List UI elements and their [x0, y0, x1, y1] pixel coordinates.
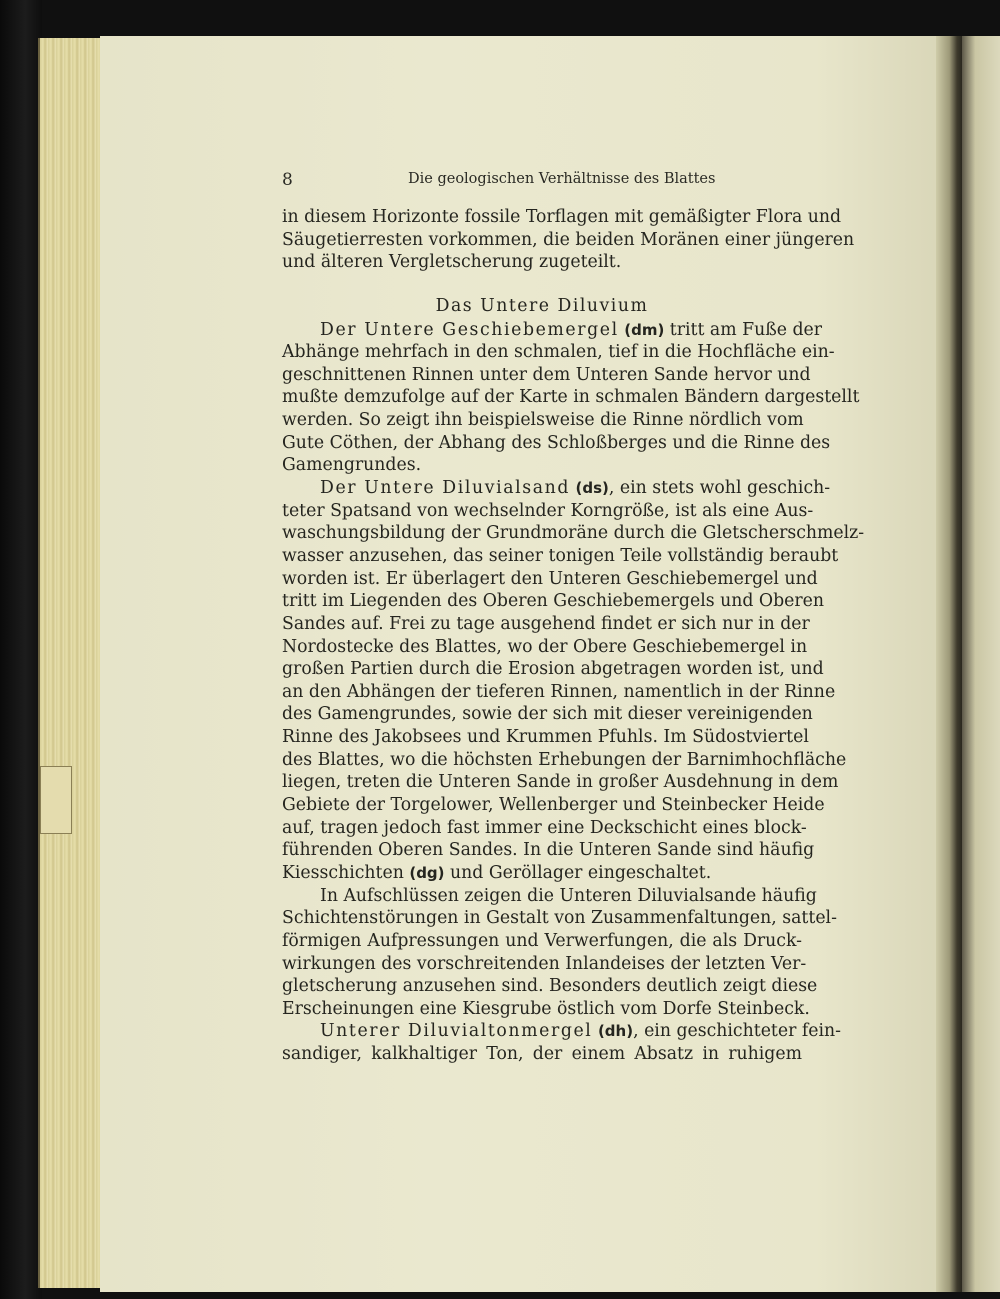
section-heading: Das Untere Diluvium: [435, 295, 649, 316]
text-line: mußte demzufolge auf der Karte in schmalen Bändern dargestellt: [282, 387, 860, 408]
text-line: an den Abhängen der tieferen Rinnen, namentlich in der Rinne: [282, 681, 836, 702]
text-fragment: , ein geschichteter fein-: [633, 1021, 841, 1042]
paragraph-first-line: [282, 477, 831, 500]
paragraph-first-line: [282, 319, 823, 342]
paragraph-first-line: In Aufschlüssen zeigen die Unteren Diluvialsande häufig: [320, 885, 817, 906]
text-line: in diesem Horizonte fossile Torflagen mit gemäßigter Flora und: [282, 207, 842, 227]
text-line: sandiger, kalkhaltiger Ton, der einem Absatz in ruhigem: [282, 1044, 802, 1065]
text-line: Rinne des Jakobsees und Krummen Pfuhls. Im Südostviertel: [282, 727, 809, 748]
body-text: [282, 206, 865, 1066]
page-stack-edges: [38, 38, 104, 1288]
text-line: Abhänge mehrfach in den schmalen, tief in die Hochfläche ein-: [282, 342, 835, 363]
text-line: worden ist. Er überlagert den Unteren Geschiebemergel und: [282, 568, 818, 589]
text-line: des Gamengrundes, sowie der sich mit dieser vereinigenden: [282, 704, 813, 725]
map-symbol: (ds): [575, 479, 609, 498]
text-line: förmigen Aufpressungen und Verwerfungen, die als Druck-: [282, 930, 802, 951]
text-line: wasser anzusehen, das seiner tonigen Teile vollständig beraubt: [282, 545, 839, 566]
text-line: [282, 862, 802, 885]
paragraph-first-line: [282, 1020, 841, 1043]
text-fragment: und Geröllager eingeschaltet.: [444, 862, 712, 883]
text-line: gletscherung anzusehen sind. Besonders deutlich zeigt diese: [282, 976, 818, 997]
text-line: Gute Cöthen, der Abhang des Schloßberges und die Rinne des: [282, 432, 831, 453]
text-line: Sandes auf. Frei zu tage ausgehend findet er sich nur in der: [282, 613, 810, 634]
bookmark-tab: [40, 766, 72, 834]
text-line: führenden Oberen Sandes. In die Unteren Sande sind häufig: [282, 840, 815, 861]
text-line: liegen, treten die Unteren Sande in großer Ausdehnung in dem: [282, 772, 839, 793]
page-header: [282, 170, 802, 194]
text-line: des Blattes, wo die höchsten Erhebungen der Barnimhochfläche: [282, 749, 847, 770]
text-line: Säugetierresten vorkommen, die beiden Moränen einer jüngeren: [282, 229, 855, 250]
book-cover-edge: [0, 0, 42, 1299]
text-line: auf, tragen jedoch fast immer eine Deckschicht eines block-: [282, 817, 807, 838]
text-line: werden. So zeigt ihn beispielsweise die Rinne nördlich vom: [282, 410, 804, 431]
map-symbol: (dm): [624, 320, 665, 339]
text-line: Gamengrundes.: [282, 455, 422, 476]
text-line: wirkungen des vorschreitenden Inlandeises der letzten Ver-: [282, 953, 807, 974]
text-line: tritt im Liegenden des Oberen Geschiebemergels und Oberen: [282, 591, 824, 612]
page-number: 8: [282, 170, 293, 190]
term: Der Untere Diluvialsand: [320, 478, 571, 499]
text-line: Erscheinungen eine Kiesgrube östlich vom Dorfe Steinbeck.: [282, 998, 810, 1019]
text-line: großen Partien durch die Erosion abgetragen worden ist, und: [282, 659, 824, 680]
map-symbol: (dg): [409, 863, 445, 882]
map-symbol: (dh): [597, 1022, 634, 1041]
text-fragment: Kiesschichten: [282, 862, 410, 883]
text-line: und älteren Vergletscherung zugeteilt.: [282, 252, 622, 273]
text-line: Nordostecke des Blattes, wo der Obere Geschiebemergel in: [282, 636, 808, 657]
text-line: geschnittenen Rinnen unter dem Unteren Sande hervor und: [282, 364, 811, 385]
term: Der Untere Geschiebemergel: [320, 319, 619, 340]
text-line: teter Spatsand von wechselnder Korngröße, ist als eine Aus-: [282, 500, 814, 521]
facing-page-edge: [962, 36, 1000, 1292]
text-fragment: tritt am Fuße der: [664, 319, 823, 340]
text-line: Schichtenstörungen in Gestalt von Zusammenfaltungen, sattel-: [282, 908, 837, 929]
text-fragment: , ein stets wohl geschich-: [608, 478, 831, 499]
term: Unterer Diluvialtonmergel: [320, 1021, 593, 1042]
running-head: Die geologischen Verhältnisse des Blattes: [408, 171, 716, 187]
text-line: Gebiete der Torgelower, Wellenberger und Steinbecker Heide: [282, 795, 825, 816]
text-line: waschungsbildung der Grundmoräne durch die Gletscherschmelz-: [282, 523, 865, 544]
